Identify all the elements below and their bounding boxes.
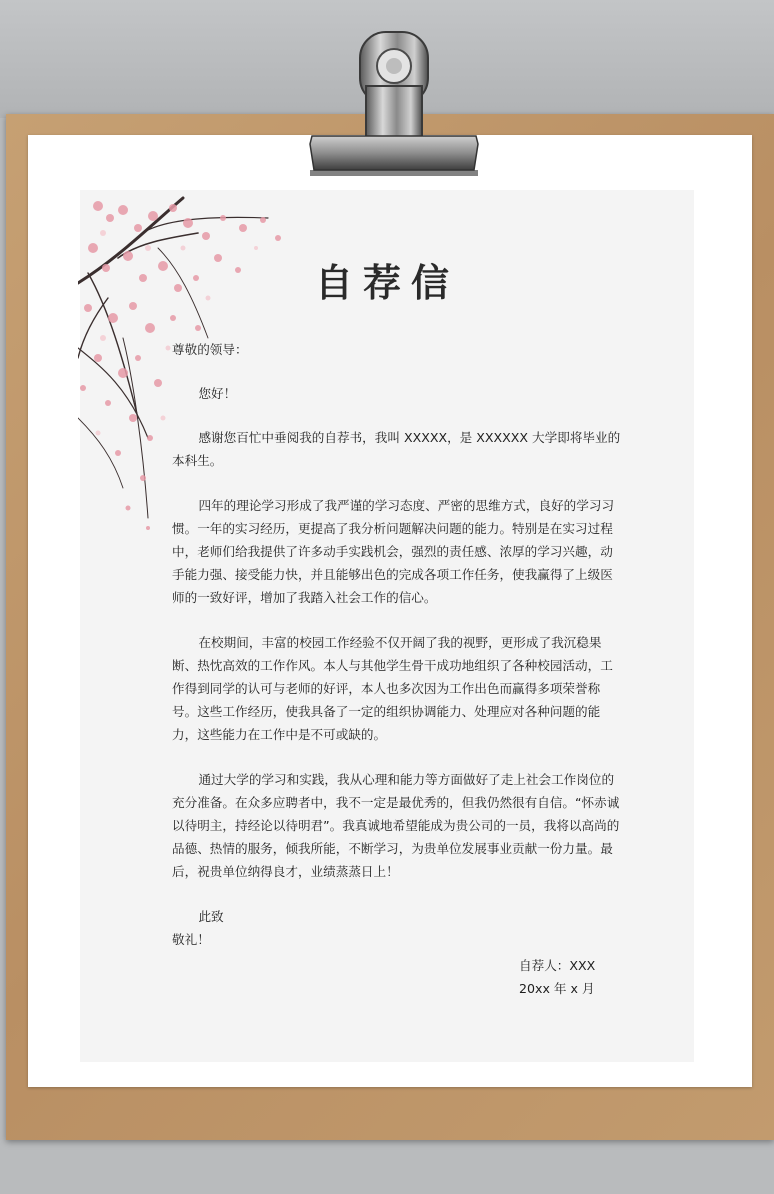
closing-line-1: 此致 xyxy=(198,909,224,924)
paragraph-intro: 感谢您百忙中垂阅我的自荐书，我叫 XXXXX，是 XXXXXX 大学即将毕业的本科生。 xyxy=(172,430,621,468)
signer: 自荐人：XXX xyxy=(519,958,596,973)
binder-clip-icon xyxy=(290,24,480,184)
closing-line-2: 敬礼！ xyxy=(172,932,210,947)
letter-title: 自荐信 xyxy=(314,260,459,305)
letter-body xyxy=(172,338,624,951)
greeting: 您好！ xyxy=(198,386,237,401)
signature-block xyxy=(519,954,595,1000)
paragraph-campus: 在校期间，丰富的校园工作经验不仅开阔了我的视野，更形成了我沉稳果断、热忱高效的工作作风。本人与其他学生骨干成功地组织了各种校园活动，工作得到同学的认可与老师的好评，本人也多次因为工作出色而赢得多项荣誉称号。这些工作经历，使我具备了一定的组织协调能力、处理应对各种问题的能力，这些能力在工作中是不可或缺的。 xyxy=(172,635,613,742)
paragraph-study: 四年的理论学习形成了我严谨的学习态度、严密的思维方式，良好的学习习惯。一年的实习经历，更提高了我分析问题解决问题的能力。特别是在实习过程中，老师们给我提供了许多动手实践机会，强烈的责任感、浓厚的学习兴趣，动手能力强、接受能力快，并且能够出色的完成各项工作任务，使我赢得了上级医师的一致好评，增加了我踏入社会工作的信心。 xyxy=(172,498,615,605)
date: 20xx 年 x 月 xyxy=(519,981,595,996)
salutation: 尊敬的领导： xyxy=(172,342,248,357)
paragraph-conclusion: 通过大学的学习和实践，我从心理和能力等方面做好了走上社会工作岗位的充分准备。在众多应聘者中，我不一定是最优秀的，但我仍然很有自信。“怀赤诚以待明主，持经论以待明君”。我真诚地希望能成为贵公司的一员，我将以高尚的品德、热情的服务，倾我所能，不断学习，为贵单位发展事业贡献一份力量。最后，祝贵单位纳得良才，业绩蒸蒸日上！ xyxy=(172,772,620,879)
